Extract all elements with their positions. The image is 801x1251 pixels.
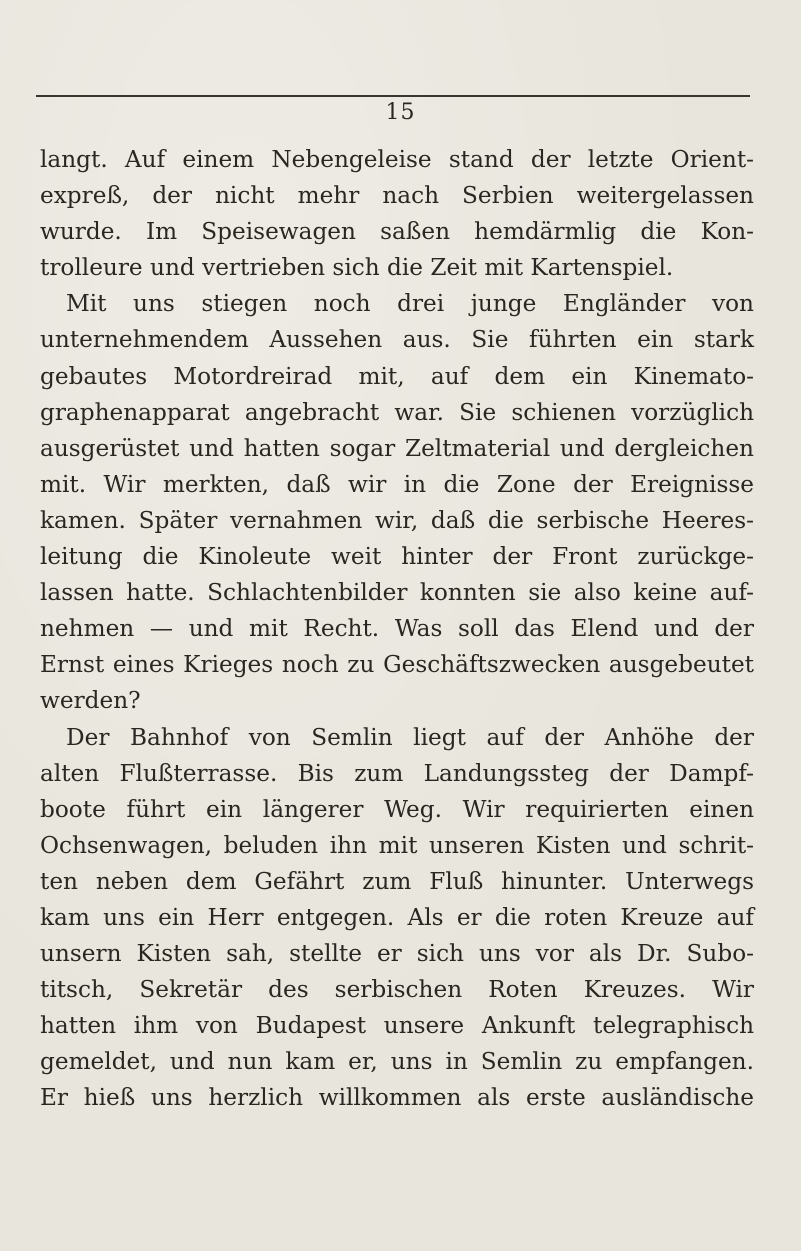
text-line: alten Flußterrasse. Bis zum Landungssteg der Dampf- (40, 759, 754, 787)
text-line: hatten ihm von Budapest unsere Ankunft telegraphisch (40, 1012, 754, 1040)
text-line: trolleure und vertrieben sich die Zeit mit Kartenspiel. (40, 254, 674, 282)
text-line: gemeldet, und nun kam er, uns in Semlin zu empfangen. (40, 1048, 754, 1076)
text-line: titsch, Sekretär des serbischen Roten Kreuzes. Wir (40, 976, 754, 1004)
text-line: graphenapparat angebracht war. Sie schienen vorzüglich (40, 398, 754, 426)
text-line: kamen. Später vernahmen wir, daß die serbische Heeres- (40, 506, 754, 534)
text-line: werden? (40, 687, 141, 715)
text-line: langt. Auf einem Nebengeleise stand der letzte Orient- (40, 146, 754, 173)
text-line: wurde. Im Speisewagen saßen hemdärmlig die Kon- (40, 218, 754, 246)
text-line: nehmen — und mit Recht. Was soll das Elend und der (40, 615, 754, 643)
text-line: Der Bahnhof von Semlin liegt auf der Anhöhe der (66, 723, 754, 751)
text-line: gebautes Motordreirad mit, auf dem ein Kinemato- (40, 362, 754, 390)
text-line: Ochsenwagen, beluden ihn mit unseren Kisten und schrit- (40, 831, 754, 859)
text-line: expreß, der nicht mehr nach Serbien weitergelassen (40, 182, 754, 210)
text-line: Mit uns stiegen noch drei junge Engländer von (66, 290, 754, 318)
text-line: leitung die Kinoleute weit hinter der Front zurückge- (40, 543, 754, 571)
text-line: ausgerüstet und hatten sogar Zeltmaterial und dergleichen (40, 434, 754, 462)
text-line: Er hieß uns herzlich willkommen als erste ausländische (40, 1084, 754, 1112)
text-line: unsern Kisten sah, stellte er sich uns vor als Dr. Subo- (40, 940, 754, 968)
text-line: kam uns ein Herr entgegen. Als er die roten Kreuze auf (40, 903, 754, 931)
page-number: 15 (385, 100, 416, 125)
text-line: Ernst eines Krieges noch zu Geschäftszwecken ausgebeutet (40, 651, 754, 679)
text-line: unternehmendem Aussehen aus. Sie führten ein stark (40, 326, 754, 354)
text-line: mit. Wir merkten, daß wir in die Zone der Ereignisse (40, 470, 754, 498)
text-line: lassen hatte. Schlachtenbilder konnten sie also keine auf- (40, 579, 754, 607)
header-rule (36, 95, 750, 97)
text-line: ten neben dem Gefährt zum Fluß hinunter. Unterwegs (40, 867, 754, 895)
text-line: boote führt ein längerer Weg. Wir requirierten einen (40, 795, 754, 823)
body-text (40, 142, 754, 1117)
